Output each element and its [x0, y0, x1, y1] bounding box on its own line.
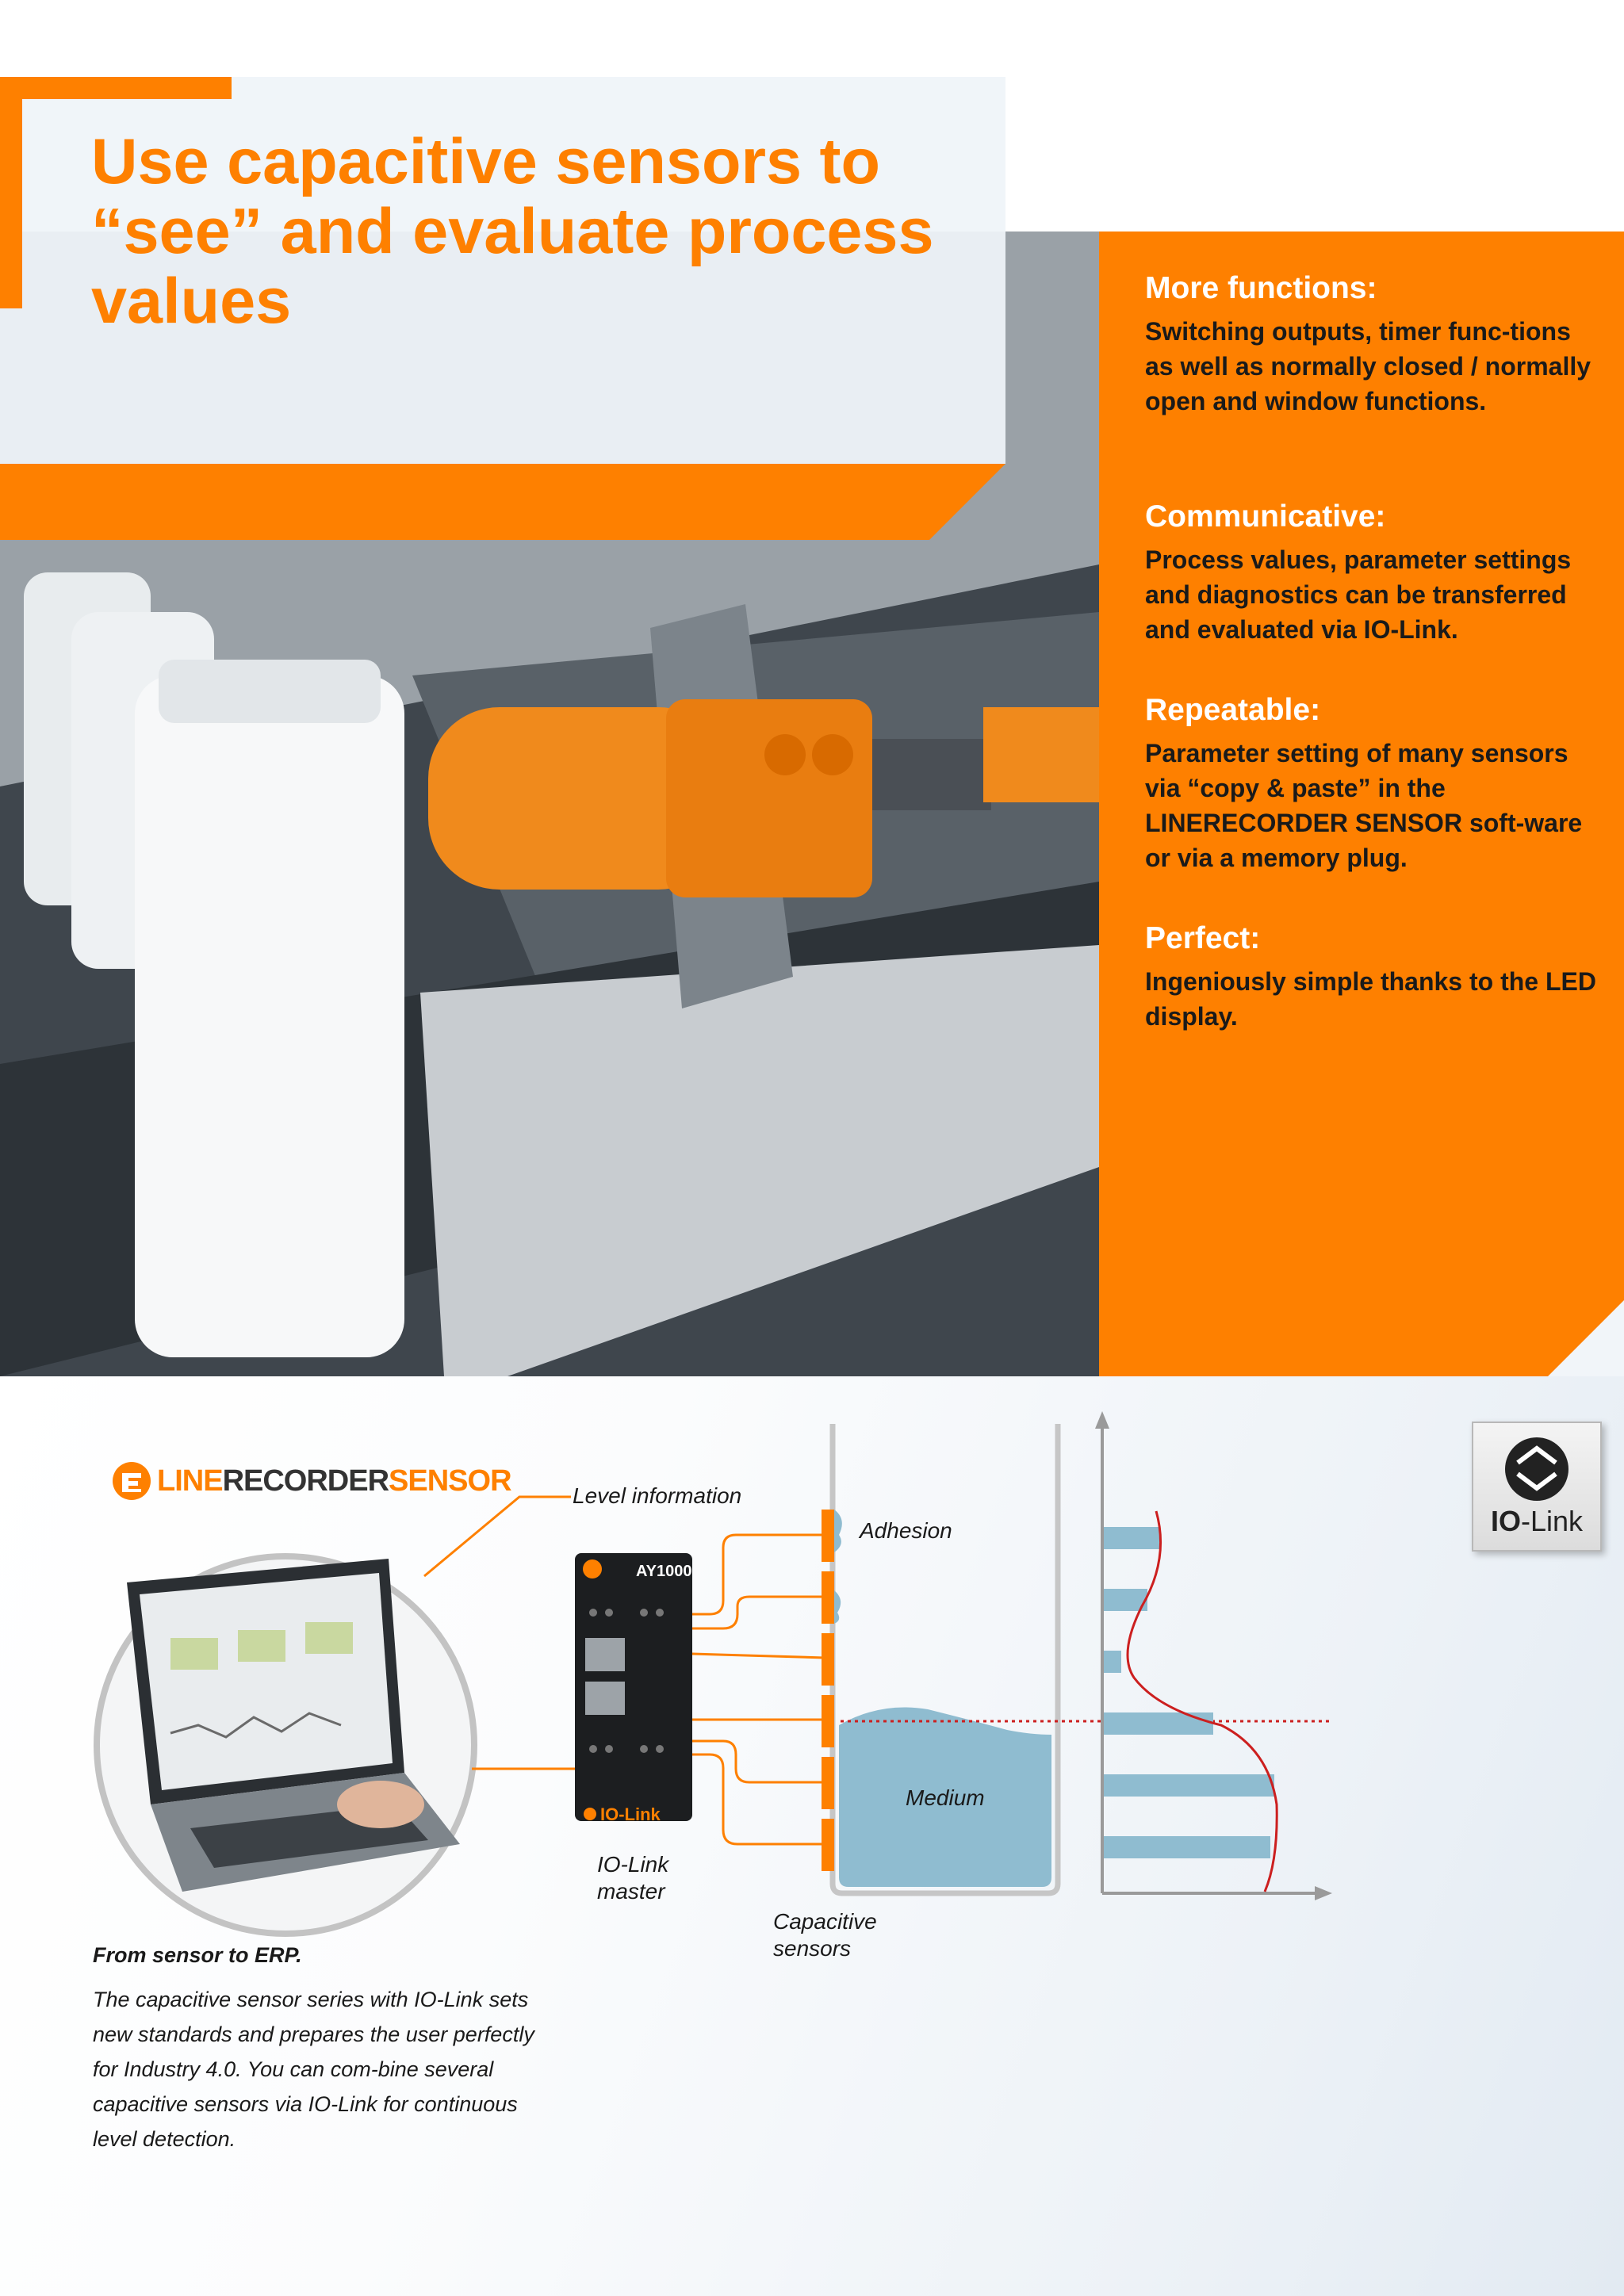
title-corner-accent: [0, 77, 22, 308]
logo-text-recorder: RECORDER: [222, 1464, 389, 1498]
signal-bars: [1104, 1527, 1274, 1858]
linerecorder-logo-icon: [111, 1460, 152, 1502]
page-title: Use capacitive sensors to “see” and evaluate process values: [91, 126, 934, 337]
device-model: AY1000: [636, 1563, 692, 1580]
adhesion-drop: [834, 1590, 841, 1624]
orange-band: [0, 464, 1005, 540]
io-link-badge-rest: -Link: [1520, 1505, 1584, 1537]
sensor-connectors: [692, 1535, 825, 1844]
device-brand: IO-Link: [600, 1804, 661, 1824]
feature-heading: More functions:: [1145, 271, 1377, 305]
feature-heading: Communicative:: [1145, 499, 1386, 534]
adhesion-drop: [834, 1510, 842, 1552]
logo-text-sensor: SENSOR: [389, 1464, 511, 1498]
feature-text: Ingeniously simple thanks to the LED display.: [1145, 967, 1596, 1031]
level-information-label: Level information: [573, 1483, 742, 1508]
linerecorder-sensor-logo: [111, 1459, 511, 1503]
signal-curve: [1128, 1511, 1277, 1892]
feature-text: Parameter setting of many sensors via “copy & paste” in the LINERECORDER SENSOR soft-ware or via a memory plug.: [1145, 739, 1583, 872]
feature-heading: Repeatable:: [1145, 693, 1321, 727]
io-link-master-device: [575, 1553, 692, 1824]
logo-text-line: LINE: [157, 1464, 223, 1498]
title-corner-accent: [0, 77, 232, 99]
feature-text: Process values, parameter settings and diagnostics can be transferred and evaluated via IO-Link.: [1145, 545, 1572, 644]
feature-item: [1145, 270, 1605, 419]
io-link-badge-text: [1473, 1506, 1600, 1537]
feature-item: [1145, 920, 1605, 1034]
io-link-badge-bold: IO: [1490, 1505, 1521, 1537]
medium-label: Medium: [906, 1785, 985, 1810]
feature-item: [1145, 691, 1605, 875]
level-diagram: [0, 1376, 1624, 2296]
adhesion-label: Adhesion: [860, 1518, 952, 1543]
feature-text: Switching outputs, timer func-tions as well as normally closed / normally open and window functions.: [1145, 317, 1591, 415]
io-link-master-label: IO-Link master: [597, 1852, 669, 1904]
capacitive-sensors-label: Capacitive sensors: [773, 1909, 877, 1961]
features-panel: [1099, 232, 1624, 1376]
caption-body: The capacitive sensor series with IO-Link sets new standards and prepares the user perfectly for Industry 4.0. You can com-bine several capacitive sensors via IO-Link for continuous level detection.: [93, 1988, 534, 2151]
caption-title: From sensor to ERP.: [93, 1943, 302, 1967]
io-link-logo-icon: [1473, 1423, 1600, 1506]
connector-line: [424, 1497, 571, 1576]
feature-item: [1145, 498, 1605, 647]
panel-corner-cut: [1548, 1300, 1624, 1376]
io-link-badge: [1472, 1422, 1602, 1552]
feature-heading: Perfect:: [1145, 921, 1261, 955]
